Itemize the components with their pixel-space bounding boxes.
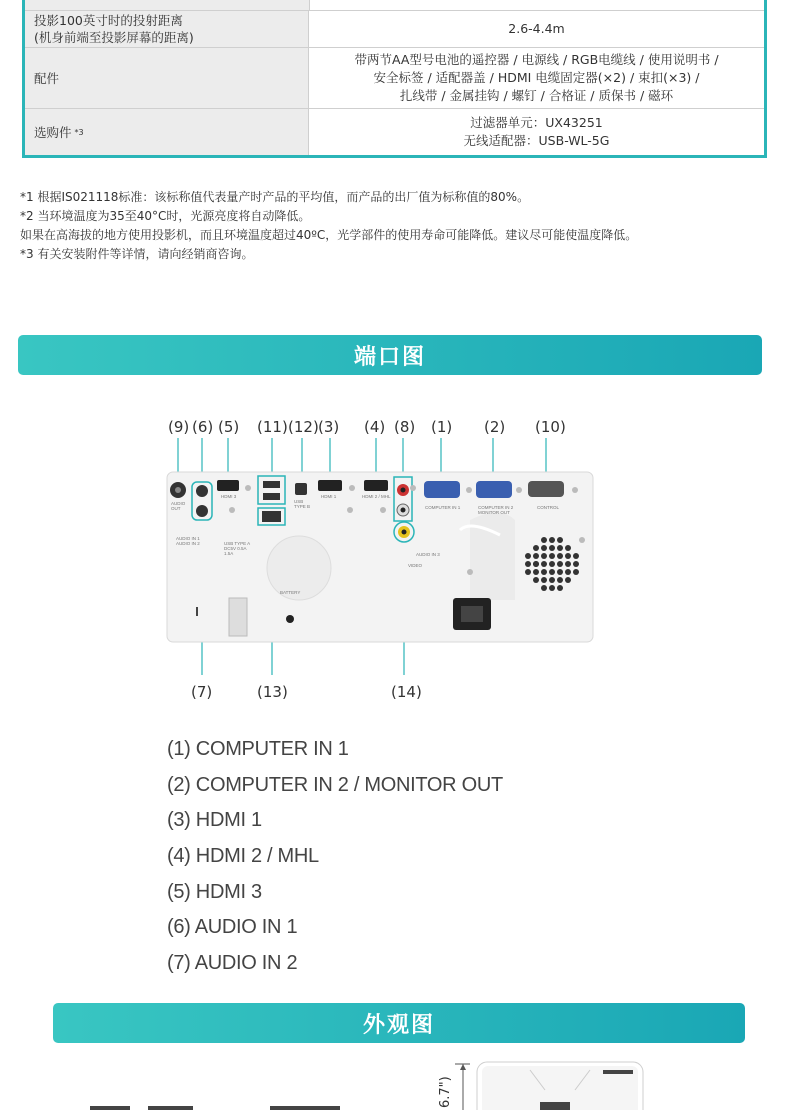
label-line: BATTERY xyxy=(280,590,301,595)
callout-2: (2) xyxy=(484,418,506,436)
label-line: AUDIO xyxy=(171,501,186,506)
label-line: COMPUTER IN 2 xyxy=(478,505,514,510)
spec-value-line: 2.6-4.4m xyxy=(508,21,565,36)
label-line: HDMI 1 xyxy=(321,494,337,499)
callout-6: (6) xyxy=(192,418,214,436)
appearance-drawing xyxy=(0,1050,790,1110)
label-line: DC5V 0.5A xyxy=(224,546,247,551)
appearance-section-banner xyxy=(53,1003,745,1043)
callout-13: (13) xyxy=(257,683,288,701)
label-line: HDMI 3 xyxy=(221,494,237,499)
label-hdmi3 xyxy=(221,494,237,499)
label-hdmi1 xyxy=(321,494,337,499)
spec-value-line: 无线适配器：USB-WL-5G xyxy=(463,133,610,148)
label-line: AUDIO IN 1 xyxy=(176,536,200,541)
callout-9: (9) xyxy=(168,418,190,436)
label-line: USB TYPE A xyxy=(224,541,251,546)
label-audio-in xyxy=(176,536,200,546)
label-control xyxy=(537,505,559,510)
footnote: *1 根据IS021118标准：该标称值代表量产时产品的平均值，而产品的出厂值为标称值的80%。 xyxy=(20,190,530,204)
footnote: *2 当环境温度为35至40°C时，光源亮度将自动降低。 xyxy=(20,209,311,223)
label-line: COMPUTER IN 1 xyxy=(425,505,461,510)
label-line: TYPE B xyxy=(294,504,311,509)
label-computer-in1 xyxy=(425,505,461,510)
spec-value-line: 扎线带 / 金属挂钩 / 螺钉 / 合格证 / 质保书 / 磁环 xyxy=(399,88,674,103)
label-line: MONITOR OUT xyxy=(478,510,510,515)
port-list-item: (7) AUDIO IN 2 xyxy=(167,952,298,975)
label-video xyxy=(408,563,423,568)
spec-value-line: 带两节AA型号电池的遥控器 / 电源线 / RGB电缆线 / 使用说明书 / xyxy=(354,52,719,67)
label-line: OUT xyxy=(171,506,181,511)
label-battery xyxy=(280,590,300,595)
label-line: HDMI 2 / MHL xyxy=(362,494,391,499)
callout-7: (7) xyxy=(191,683,213,701)
callout-4: (4) xyxy=(364,418,386,436)
label-line: USB xyxy=(294,499,304,504)
label-line: CONTROL xyxy=(537,505,560,510)
label-computer-in2 xyxy=(478,505,514,515)
label-audio-in3 xyxy=(416,552,440,557)
port-list-item: (3) HDMI 1 xyxy=(167,809,262,832)
label-line: AUDIO IN 2 xyxy=(176,541,200,546)
port-list-item: (1) COMPUTER IN 1 xyxy=(167,738,349,760)
callout-8: (8) xyxy=(394,418,416,436)
label-line: 1.5A xyxy=(224,551,234,556)
label-hdmi2 xyxy=(362,494,391,499)
callout-12: (12) xyxy=(288,418,319,436)
port-list-item: (6) AUDIO IN 1 xyxy=(167,916,298,939)
port-list xyxy=(167,738,503,988)
spec-key-line: (机身前端至投影屏幕的距离) xyxy=(34,30,194,45)
section-title: 外观图 xyxy=(362,1012,435,1038)
label-line: AUDIO IN 3 xyxy=(416,552,440,557)
spec-key-line: 配件 xyxy=(34,70,60,86)
dimension-label-wrap xyxy=(436,1062,460,1110)
callout-5: (5) xyxy=(218,418,240,436)
callout-1: (1) xyxy=(431,418,453,436)
spec-key-line: 投影100英寸时的投射距离 xyxy=(34,13,183,28)
callout-14: (14) xyxy=(391,683,422,701)
callout-10: (10) xyxy=(535,418,566,436)
port-list-item: (2) COMPUTER IN 2 / MONITOR OUT xyxy=(167,773,503,796)
spec-key-line: 选购件 xyxy=(34,124,72,140)
footnote: 如果在高海拔的地方使用投影机，而且环境温度超过40ºC，光学部件的使用寿命可能降低。建议尽可能使温度降低。 xyxy=(20,228,638,242)
footnote-marker: *3 xyxy=(74,127,84,137)
port-list-item: (5) HDMI 3 xyxy=(167,880,262,903)
spec-value-line: 过滤器单元：UX43251 xyxy=(470,115,603,130)
spec-value-line: 安全标签 / 适配器盖 / HDMI 电缆固定器(×2) / 束扣(×3) / xyxy=(373,70,700,85)
port-list-item: (4) HDMI 2 / MHL xyxy=(167,845,319,868)
callout-11: (11) xyxy=(257,418,288,436)
dimension-label: 6.7") xyxy=(438,1076,453,1108)
label-line: VIDEO xyxy=(408,563,423,568)
footnote: *3 有关安装附件等详情，请向经销商咨询。 xyxy=(20,247,254,261)
section-title: 端口图 xyxy=(353,344,426,370)
callout-3: (3) xyxy=(318,418,340,436)
